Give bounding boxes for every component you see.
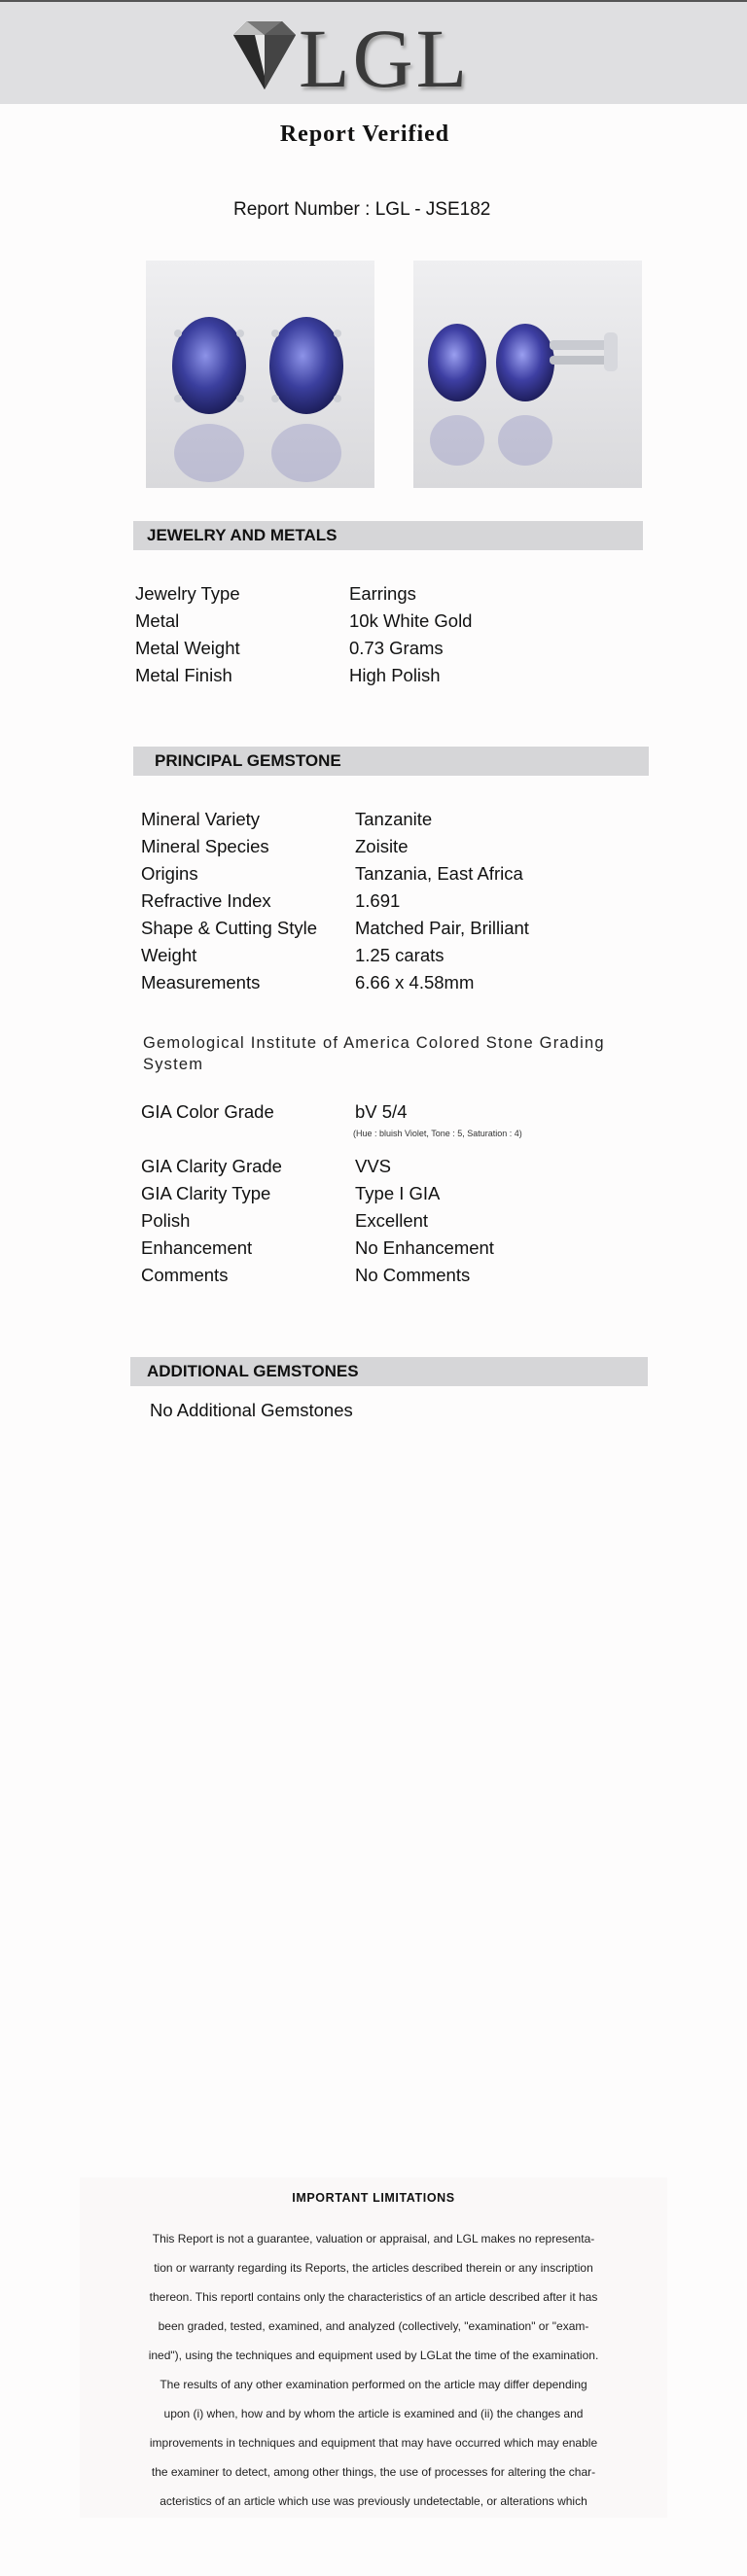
gem-row-label: Mineral Variety <box>141 809 261 829</box>
report-number: Report Number : LGL - JSE182 <box>233 199 491 220</box>
color-grade-note: (Hue : bluish Violet, Tone : 5, Saturation : 4) <box>353 1129 522 1138</box>
limitations-line: thereon. This reportl contains only the characteristics of an article described after it has <box>149 2290 598 2304</box>
grade-row-value: Type I GIA <box>355 1183 441 1203</box>
gem-row-label: Shape & Cutting Style <box>141 918 317 938</box>
color-grade-label: GIA Color Grade <box>141 1101 274 1122</box>
jewelry-row-label: Metal <box>135 610 180 631</box>
principal-section-header <box>133 747 649 776</box>
grade-row-label: GIA Clarity Type <box>141 1183 271 1203</box>
additional-gemstones-text: No Additional Gemstones <box>150 1400 353 1420</box>
principal-section-title: PRINCIPAL GEMSTONE <box>155 751 341 770</box>
jewelry-row-value: 10k White Gold <box>349 610 473 631</box>
gem-row-value: 6.66 x 4.58mm <box>355 972 475 992</box>
diamond-icon <box>226 17 303 93</box>
gem-row-label: Origins <box>141 863 198 884</box>
lgl-logo[interactable] <box>226 12 479 105</box>
limitations-line: acteristics of an article which use was previously undetectable, or alterations which <box>160 2494 587 2508</box>
jewelry-row-label: Metal Weight <box>135 638 240 658</box>
grade-row-value: Excellent <box>355 1210 429 1231</box>
gem-row-label: Weight <box>141 945 197 965</box>
earrings-photo-front <box>146 261 374 488</box>
page-title: Report Verified <box>279 122 450 147</box>
limitations-line: improvements in techniques and equipment that may have occurred which may enable <box>149 2436 598 2450</box>
jewelry-row-value: Earrings <box>349 583 416 604</box>
gia-grading-system: Gemological Institute of America Colored Stone Grading System <box>143 1034 605 1073</box>
additional-section-title: ADDITIONAL GEMSTONES <box>147 1362 359 1380</box>
limitations-body <box>101 2224 646 2516</box>
grade-row-value: VVS <box>355 1156 392 1176</box>
grade-row-label: Comments <box>141 1265 229 1285</box>
limitations-line: This Report is not a guarantee, valuation or appraisal, and LGL makes no representa- <box>152 2232 595 2245</box>
header-banner <box>0 0 747 104</box>
logo-text: LGL <box>299 12 471 105</box>
gem-row-value: 1.25 carats <box>355 945 445 965</box>
jewelry-row-value: 0.73 Grams <box>349 638 444 658</box>
gem-row-value: Tanzanite <box>355 809 433 829</box>
gem-row-value: 1.691 <box>355 890 401 911</box>
limitations-title: IMPORTANT LIMITATIONS <box>292 2191 455 2205</box>
gem-row-value: Zoisite <box>355 836 409 856</box>
gem-row-label: Measurements <box>141 972 261 992</box>
grade-row-label: Polish <box>141 1210 191 1231</box>
important-limitations <box>80 2177 667 2518</box>
limitations-line: been graded, tested, examined, and analyzed (collectively, "examination" or "exam- <box>158 2319 589 2333</box>
limitations-line: the examiner to detect, among other things, the use of processes for altering the char- <box>151 2465 596 2479</box>
grade-row-label: GIA Clarity Grade <box>141 1156 282 1176</box>
limitations-line: ined"), using the techniques and equipment used by LGLat the time of the examination. <box>148 2349 599 2362</box>
earrings-photo-side <box>413 261 642 488</box>
color-grade-value: bV 5/4 <box>355 1101 408 1122</box>
limitations-line: upon (i) when, how and by whom the article is examined and (ii) the changes and <box>163 2407 584 2420</box>
grade-row-value: No Enhancement <box>355 1237 494 1258</box>
gem-row-value: Matched Pair, Brilliant <box>355 918 529 938</box>
jewelry-row-label: Metal Finish <box>135 665 232 685</box>
limitations-line: tion or warranty regarding its Reports, the articles described therein or any inscription <box>154 2261 593 2275</box>
grade-row-label: Enhancement <box>141 1237 253 1258</box>
limitations-line: The results of any other examination performed on the article may differ depending <box>160 2378 587 2391</box>
gem-row-value: Tanzania, East Africa <box>355 863 523 884</box>
additional-section-header <box>130 1357 648 1386</box>
jewelry-section-title: JEWELRY AND METALS <box>147 526 338 544</box>
jewelry-row-label: Jewelry Type <box>135 583 240 604</box>
jewelry-row-value: High Polish <box>349 665 441 685</box>
gem-row-label: Mineral Species <box>141 836 269 856</box>
grade-row-value: No Comments <box>355 1265 471 1285</box>
jewelry-section-header <box>133 521 643 550</box>
gem-row-label: Refractive Index <box>141 890 271 911</box>
